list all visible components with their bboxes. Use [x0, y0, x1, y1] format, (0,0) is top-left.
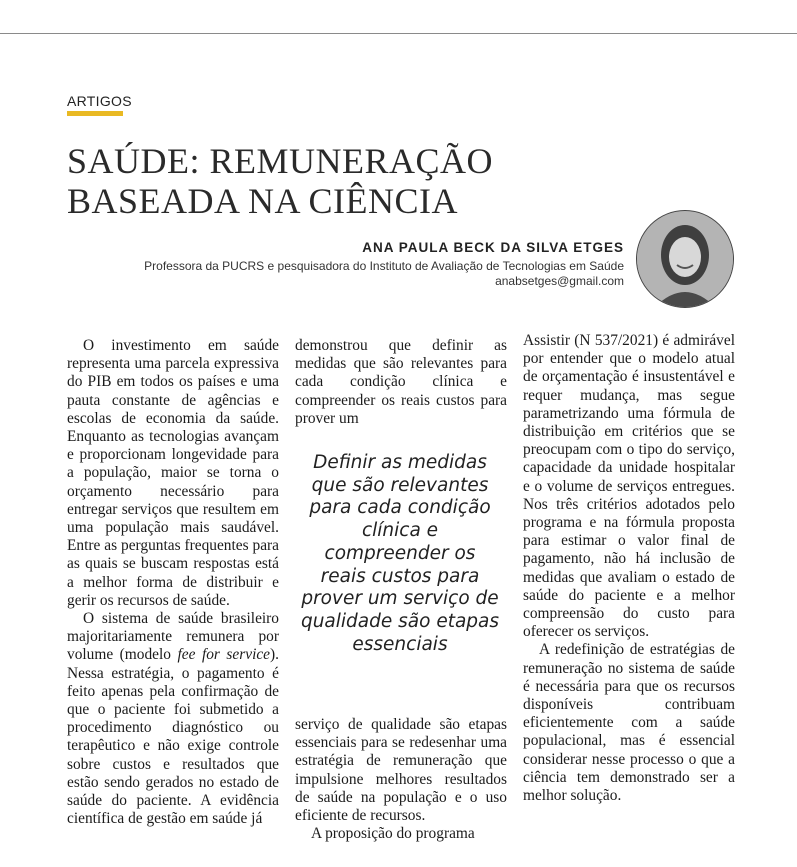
pull-quote: Definir as medidas que são relevantes para cada condição clínica e compreender os reais custos para prover um serviço de qualidade são etapas essenciais: [300, 452, 500, 655]
author-email: anabsetges@gmail.com: [495, 274, 624, 288]
paragraph-3-continued: Assistir (N 537/2021) é admirável por entender que o modelo atual de orçamentação é insustentável e requer mudança, mas segue parametrizando uma fórmula de distribuição em critérios que se preocupam com o tipo do serviço, capacidade da unidade hospitalar e o volume de serviços entregues. Nos três critérios adotados pelo programa e na fórmula proposta para estimar o valor final de pagamento, não há inclusão de medidas que avaliam o estado de saúde do paciente e a melhor compreensão do custo para oferecer os serviços.: [523, 332, 735, 641]
author-photo: [636, 210, 734, 308]
column-2-bottom: [295, 716, 507, 843]
section-label: ARTIGOS: [67, 93, 132, 109]
title-line-2: BASEADA NA CIÊNCIA: [67, 181, 459, 221]
paragraph-2-part-b: ). Nessa estratégia, o pagamento é feito apenas pela confirmação de que o paciente foi submetido a procedimento diagnóstico ou terapêutico e não exige controle sobre custos e resultados que estão sendo gerados no estado de saúde do paciente. A evidência científica de gestão em saúde já: [67, 646, 279, 828]
paragraph-1: O investimento em saúde representa uma parcela expressiva do PIB em todos os países e uma pauta constante de agências e escolas de economia da saúde. Enquanto as tecnologias avançam e proporcionam longevidade para a população, maior se torna o orçamento necessário para entregar serviços que resultem em uma população mais saudável. Entre as perguntas frequentes para as quais se buscam respostas está a melhor forma de distribuir e gerir os recursos de saúde.: [67, 337, 279, 609]
paragraph-2: [67, 610, 279, 828]
author-affiliation: Professora da PUCRS e pesquisadora do Instituto de Avaliação de Tecnologias em Saúde: [144, 259, 624, 273]
column-3: [523, 332, 735, 805]
section-accent-bar: [67, 111, 123, 116]
top-rule: [0, 33, 797, 34]
article-title: [67, 141, 627, 221]
column-1: [67, 337, 279, 828]
paragraph-2-continued: demonstrou que definir as medidas que são relevantes para cada condição clínica e compreender os reais custos para prover um: [295, 337, 507, 427]
paragraph-4: A redefinição de estratégias de remuneração no sistema de saúde é necessária para que os recursos disponíveis contribuam eficientemente com a saúde populacional, mas é essencial considerar nesse processo o que a ciência tem demonstrado ser a melhor solução.: [523, 641, 735, 805]
author-name: ANA PAULA BECK DA SILVA ETGES: [362, 240, 624, 255]
column-2-top: [295, 337, 507, 428]
paragraph-2-end: serviço de qualidade são etapas essenciais para se redesenhar uma estratégia de remuneração que impulsione melhores resultados de saúde na população e o uso eficiente de recursos.: [295, 716, 507, 825]
byline: [144, 240, 624, 288]
paragraph-2-emphasis: fee for service: [177, 646, 271, 664]
paragraph-3-start: A proposição do programa: [311, 825, 475, 843]
title-line-1: SAÚDE: REMUNERAÇÃO: [67, 141, 494, 181]
paragraph-2-part-a: O sistema de saúde brasileiro majoritariamente remunera por volume (modelo: [67, 610, 279, 664]
author-photo-icon: [637, 211, 733, 307]
